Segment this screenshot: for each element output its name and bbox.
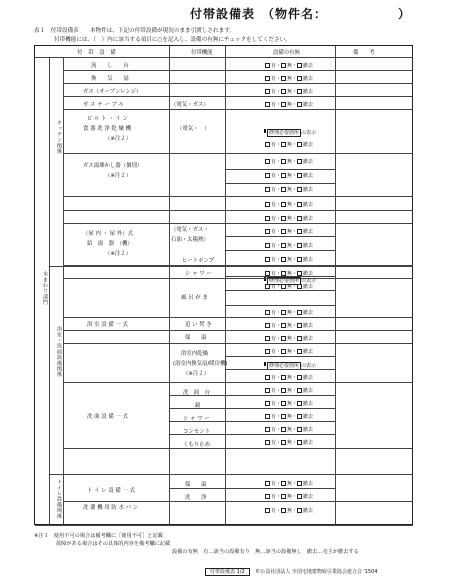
status-checkbox-remove[interactable] [297, 440, 302, 445]
status-label-remove: 撤去 [303, 508, 314, 514]
table-rule [225, 369, 335, 370]
repair-needed-suffix: の表示 [301, 130, 317, 136]
status-checkbox-remove[interactable] [297, 63, 302, 68]
status-row [265, 426, 313, 433]
status-row [265, 215, 313, 222]
table-rule [63, 278, 413, 279]
page-footer [205, 568, 378, 575]
status-label-yes: 有・ [271, 401, 282, 407]
legend: 設備の有無 有…該当の設備有り 無…該当の設備無し 撤去…売主が撤去する [172, 549, 359, 555]
repair-needed-badge [264, 129, 316, 136]
status-checkbox-remove[interactable] [297, 494, 302, 499]
section-bath: 浴室・洗面設備関係 [56, 326, 62, 378]
status-label-yes: 有・ [271, 414, 282, 420]
section-toilet: トイレ設備関係 [56, 479, 62, 519]
table-rule [225, 434, 335, 435]
func-furo: 風 呂 が ま [181, 295, 208, 301]
status-row [265, 256, 313, 263]
status-label-yes: 有・ [271, 336, 282, 342]
section-water: 水まわり部門 [42, 271, 48, 306]
status-checkbox-no[interactable] [281, 89, 286, 94]
status-checkbox-no[interactable] [281, 216, 286, 221]
marker-icon [264, 362, 266, 366]
item-oven: ガス（オーブンレンジ） [83, 89, 142, 95]
status-checkbox-yes[interactable] [265, 375, 270, 380]
status-label-no: 無・ [287, 173, 298, 179]
status-label-no: 無・ [287, 323, 298, 329]
intro-line-2: 付帯機能には、（ ）内に該当する項目に○を記入し、設備の有無にチェックをしてください。 [54, 37, 291, 43]
status-label-yes: 有・ [271, 375, 282, 381]
table-rule [49, 266, 413, 267]
status-checkbox-no[interactable] [281, 310, 286, 315]
func-stove: （電気・ガス） [171, 102, 209, 108]
func-dryer-2: (浴室内換気扇/暖房機) [173, 361, 228, 367]
status-row [265, 348, 313, 355]
status-label-no: 無・ [287, 142, 298, 148]
status-checkbox-yes[interactable] [265, 142, 270, 147]
status-checkbox-yes[interactable] [265, 187, 270, 192]
status-label-remove: 撤去 [303, 216, 314, 222]
status-label-yes: 有・ [271, 310, 282, 316]
status-checkbox-no[interactable] [281, 349, 286, 354]
item-heater-1: （屋 内 ・ 屋 外）式 [83, 231, 133, 237]
status-label-no: 無・ [287, 76, 298, 82]
status-label-remove: 撤去 [303, 187, 314, 193]
table-rule [225, 290, 335, 291]
status-checkbox-no[interactable] [281, 336, 286, 341]
status-checkbox-no[interactable] [281, 76, 286, 81]
status-label-remove: 撤去 [303, 284, 314, 290]
status-checkbox-remove[interactable] [297, 102, 302, 107]
status-checkbox-yes[interactable] [265, 89, 270, 94]
header-status: 設備の有無 [273, 50, 300, 56]
status-checkbox-yes[interactable] [265, 63, 270, 68]
status-checkbox-remove[interactable] [297, 89, 302, 94]
status-label-remove: 撤去 [303, 427, 314, 433]
item-gaswh-1: ガス湯沸かし器（個別） [83, 163, 143, 169]
status-label-remove: 撤去 [303, 173, 314, 179]
status-label-yes: 有・ [271, 173, 282, 179]
status-label-remove: 撤去 [303, 89, 314, 95]
table-rule [225, 236, 335, 237]
status-label-no: 無・ [287, 243, 298, 249]
status-label-remove: 撤去 [303, 494, 314, 500]
item-heater-3: （※注２） [105, 251, 132, 257]
table-rule [63, 57, 64, 525]
status-label-yes: 有・ [271, 284, 282, 290]
status-label-remove: 撤去 [303, 375, 314, 381]
item-bath: 浴 室 設 備 一 式 [87, 322, 128, 328]
status-row [265, 75, 313, 82]
table-rule [169, 421, 225, 422]
status-checkbox-no[interactable] [281, 159, 286, 164]
status-checkbox-remove[interactable] [297, 243, 302, 248]
status-checkbox-yes[interactable] [265, 173, 270, 178]
status-checkbox-no[interactable] [281, 229, 286, 234]
table-rule [35, 525, 413, 526]
status-label-no: 無・ [287, 159, 298, 165]
status-checkbox-no[interactable] [281, 257, 286, 262]
table-rule [225, 183, 335, 184]
func-shower: シ ャ ワ ー [185, 271, 212, 277]
status-row [265, 413, 313, 420]
property-name-label: （物件名： [262, 7, 328, 21]
func-toilet-wash: 洗 浄 [185, 495, 207, 501]
table-rule [335, 46, 336, 525]
equipment-table [34, 45, 413, 525]
table-rule [169, 395, 225, 396]
status-label-yes: 有・ [271, 142, 282, 148]
table-rule [63, 196, 413, 197]
status-checkbox-remove[interactable] [297, 187, 302, 192]
status-row [265, 201, 313, 208]
status-checkbox-remove[interactable] [297, 76, 302, 81]
status-row [265, 374, 313, 381]
func-heatpump: ヒートポンプ [182, 258, 215, 264]
status-label-no: 無・ [287, 229, 298, 235]
status-label-yes: 有・ [271, 271, 282, 277]
status-label-remove: 撤去 [303, 243, 314, 249]
table-rule [63, 382, 413, 383]
table-rule [63, 153, 413, 154]
status-row [265, 493, 313, 500]
status-checkbox-remove[interactable] [297, 323, 302, 328]
status-label-no: 無・ [287, 89, 298, 95]
status-label-no: 無・ [287, 349, 298, 355]
status-row [265, 62, 313, 69]
status-label-yes: 有・ [271, 257, 282, 263]
status-checkbox-yes[interactable] [265, 76, 270, 81]
table-rule [63, 70, 413, 71]
document-header [0, 5, 455, 21]
table-rule [169, 488, 335, 489]
table-rule [63, 109, 413, 110]
status-checkbox-yes[interactable] [265, 102, 270, 107]
status-checkbox-no[interactable] [281, 388, 286, 393]
item-stove: ガ ス テ ー ブ ル [83, 102, 124, 108]
footer-org: ©公益社団法人 全国宅地建物取引業協会連合会 [255, 569, 362, 575]
status-checkbox-no[interactable] [281, 142, 286, 147]
status-label-yes: 有・ [271, 323, 282, 329]
status-row [265, 387, 313, 394]
func-outlet: コンセント [183, 429, 210, 435]
status-checkbox-yes[interactable] [265, 494, 270, 499]
status-label-yes: 有・ [271, 202, 282, 208]
status-label-remove: 撤去 [303, 102, 314, 108]
table-rule [169, 434, 225, 435]
status-label-no: 無・ [287, 481, 298, 487]
status-checkbox-remove[interactable] [297, 401, 302, 406]
func-dryer-3: （※注２） [183, 371, 210, 377]
status-label-remove: 撤去 [303, 323, 314, 329]
status-label-no: 無・ [287, 336, 298, 342]
status-label-remove: 撤去 [303, 257, 314, 263]
status-checkbox-remove[interactable] [297, 375, 302, 380]
status-checkbox-remove[interactable] [297, 336, 302, 341]
table-rule [63, 448, 413, 449]
status-checkbox-remove[interactable] [297, 427, 302, 432]
status-checkbox-no[interactable] [281, 173, 286, 178]
status-label-yes: 有・ [271, 427, 282, 433]
status-checkbox-yes[interactable] [265, 388, 270, 393]
item-gaswh-2: （※注２） [105, 173, 132, 179]
status-checkbox-remove[interactable] [297, 142, 302, 147]
status-label-no: 無・ [287, 216, 298, 222]
status-label-no: 無・ [287, 375, 298, 381]
note-1: ※注１ 使用不可の場合は備考欄に［使用不可］と記載 [34, 533, 163, 539]
table-rule [225, 305, 335, 306]
func-toilet-hoon: 保 温 [185, 482, 207, 488]
status-label-no: 無・ [287, 187, 298, 193]
table-rule [169, 46, 170, 525]
status-label-yes: 有・ [271, 187, 282, 193]
status-row [265, 400, 313, 407]
status-label-yes: 有・ [271, 63, 282, 69]
item-pan: 洗 濯 機 用 防 水 パ ン [83, 505, 139, 511]
status-checkbox-yes[interactable] [265, 229, 270, 234]
status-label-remove: 撤去 [303, 76, 314, 82]
status-label-yes: 有・ [271, 494, 282, 500]
func-heater-1: （電気・ガス・ [171, 227, 209, 233]
status-row [265, 480, 313, 487]
status-label-yes: 有・ [271, 481, 282, 487]
repair-needed-badge [264, 362, 316, 369]
status-label-yes: 有・ [271, 508, 282, 514]
status-row [265, 101, 313, 108]
status-label-remove: 撤去 [303, 271, 314, 277]
status-checkbox-yes[interactable] [265, 257, 270, 262]
repair-needed-suffix: の表示 [301, 278, 317, 284]
header-remarks: 備 考 [353, 50, 375, 56]
status-checkbox-no[interactable] [281, 63, 286, 68]
status-checkbox-no[interactable] [281, 440, 286, 445]
status-label-remove: 撤去 [303, 63, 314, 69]
status-label-no: 無・ [287, 401, 298, 407]
status-checkbox-no[interactable] [281, 494, 286, 499]
table-rule [225, 46, 226, 525]
item-builtin-3: （※注２） [105, 136, 132, 142]
table-rule [225, 356, 335, 357]
table-rule [63, 501, 413, 502]
status-checkbox-remove[interactable] [297, 159, 302, 164]
status-label-no: 無・ [287, 508, 298, 514]
status-checkbox-remove[interactable] [297, 481, 302, 486]
table-rule [63, 210, 413, 211]
status-label-no: 無・ [287, 310, 298, 316]
func-shower2: シ ャ ワ ー [183, 416, 210, 422]
item-toilet: ト イ レ 設 備 一 式 [87, 488, 136, 494]
func-hoon: 保 温 [185, 335, 207, 341]
notes [34, 532, 359, 556]
status-label-no: 無・ [287, 63, 298, 69]
status-row [265, 141, 313, 148]
intro-line-1: 表１ 付帯設備表 本物件は、下記の付帯設備が現況のまま引渡しされます。 [34, 28, 235, 34]
status-checkbox-no[interactable] [281, 481, 286, 486]
status-label-no: 無・ [287, 414, 298, 420]
status-label-no: 無・ [287, 388, 298, 394]
status-label-yes: 有・ [271, 216, 282, 222]
item-builtin-1: ビ ル ト ・ イ ン [87, 116, 128, 122]
func-dryer-1: 浴室内乾燥 [181, 351, 208, 357]
status-label-remove: 撤去 [303, 481, 314, 487]
table-rule [63, 330, 413, 331]
property-name-close: ） [398, 7, 411, 21]
func-heater-2: 石油・太陽熱） [171, 237, 209, 243]
status-label-yes: 有・ [271, 243, 282, 249]
item-hood: 換 気 扇 [91, 76, 129, 82]
status-label-no: 無・ [287, 284, 298, 290]
status-label-no: 無・ [287, 257, 298, 263]
status-label-remove: 撤去 [303, 202, 314, 208]
status-label-remove: 撤去 [303, 401, 314, 407]
repair-needed-label: 修理必要箇所 [269, 278, 300, 284]
item-builtin-2: 食 器 洗 浄 乾 燥 機 [83, 126, 132, 132]
status-checkbox-no[interactable] [281, 102, 286, 107]
status-label-remove: 撤去 [303, 349, 314, 355]
status-label-no: 無・ [287, 102, 298, 108]
status-checkbox-remove[interactable] [297, 216, 302, 221]
status-row [265, 322, 313, 329]
func-builtin: （電気・ ） [177, 126, 210, 132]
repair-needed-suffix: の表示 [301, 363, 317, 369]
status-checkbox-no[interactable] [281, 323, 286, 328]
status-checkbox-yes[interactable] [265, 401, 270, 406]
status-label-yes: 有・ [271, 440, 282, 446]
repair-needed-label: 修理必要箇所 [269, 363, 300, 369]
status-label-remove: 撤去 [303, 310, 314, 316]
status-label-yes: 有・ [271, 89, 282, 95]
status-checkbox-no[interactable] [281, 508, 286, 513]
status-checkbox-no[interactable] [281, 243, 286, 248]
item-wash: 洗 面 設 備 一 式 [87, 414, 128, 420]
table-rule [225, 421, 335, 422]
status-label-remove: 撤去 [303, 414, 314, 420]
table-rule [225, 408, 335, 409]
status-label-remove: 撤去 [303, 440, 314, 446]
table-rule [63, 317, 413, 318]
status-row [265, 186, 313, 193]
status-checkbox-remove[interactable] [297, 349, 302, 354]
status-checkbox-yes[interactable] [265, 243, 270, 248]
table-rule [63, 343, 413, 344]
status-checkbox-remove[interactable] [297, 257, 302, 262]
table-rule [225, 169, 335, 170]
status-label-yes: 有・ [271, 388, 282, 394]
status-label-yes: 有・ [271, 76, 282, 82]
func-washbasin: 洗 面 台 [183, 390, 210, 396]
status-row [265, 228, 313, 235]
header-func: 付帯機能 [191, 50, 213, 56]
status-checkbox-remove[interactable] [297, 229, 302, 234]
status-checkbox-remove[interactable] [297, 310, 302, 315]
status-row [265, 309, 313, 316]
status-label-yes: 有・ [271, 229, 282, 235]
status-label-no: 無・ [287, 427, 298, 433]
status-checkbox-yes[interactable] [265, 202, 270, 207]
status-checkbox-yes[interactable] [265, 216, 270, 221]
document-title: 付帯設備表 [190, 7, 256, 21]
status-checkbox-no[interactable] [281, 375, 286, 380]
table-rule [35, 57, 413, 58]
status-checkbox-yes[interactable] [265, 159, 270, 164]
status-label-no: 無・ [287, 440, 298, 446]
note-2: 故障がある場合はその具体的内容を備考欄に記載 [56, 541, 171, 547]
intro-text [34, 27, 291, 45]
status-checkbox-yes[interactable] [265, 310, 270, 315]
status-checkbox-yes[interactable] [265, 323, 270, 328]
status-label-remove: 撤去 [303, 159, 314, 165]
status-checkbox-yes[interactable] [265, 427, 270, 432]
table-rule [49, 474, 413, 475]
status-label-no: 無・ [287, 202, 298, 208]
func-oidaki: 追 い 焚 き [185, 322, 212, 328]
status-row [265, 439, 313, 446]
status-label-remove: 撤去 [303, 388, 314, 394]
footer-code: '1504 [363, 569, 378, 575]
section-kitchen: キッチン関係 [56, 120, 62, 155]
status-checkbox-yes[interactable] [265, 336, 270, 341]
status-row [265, 507, 313, 514]
status-checkbox-yes[interactable] [265, 481, 270, 486]
status-checkbox-remove[interactable] [297, 508, 302, 513]
status-checkbox-yes[interactable] [265, 414, 270, 419]
table-rule [225, 276, 335, 277]
table-rule [225, 395, 335, 396]
status-label-no: 無・ [287, 494, 298, 500]
status-label-remove: 撤去 [303, 336, 314, 342]
status-label-yes: 有・ [271, 349, 282, 355]
status-checkbox-remove[interactable] [297, 414, 302, 419]
table-rule [169, 408, 225, 409]
status-row [265, 158, 313, 165]
status-checkbox-yes[interactable] [265, 440, 270, 445]
status-checkbox-yes[interactable] [265, 508, 270, 513]
status-checkbox-remove[interactable] [297, 202, 302, 207]
status-row [265, 172, 313, 179]
status-row [265, 242, 313, 249]
status-checkbox-no[interactable] [281, 414, 286, 419]
status-label-yes: 有・ [271, 159, 282, 165]
marker-icon [264, 129, 266, 133]
item-sink: 流 し 台 [91, 63, 129, 69]
table-rule [49, 57, 50, 525]
status-label-remove: 撤去 [303, 229, 314, 235]
table-rule [63, 96, 413, 97]
table-rule [63, 83, 413, 84]
func-mirror: 鏡 [195, 403, 201, 409]
func-fog: くもり止め [183, 442, 210, 448]
repair-needed-label: 修理必要箇所 [269, 130, 300, 136]
status-label-remove: 撤去 [303, 142, 314, 148]
header-item: 付 帯 設 備 [77, 50, 118, 56]
status-checkbox-no[interactable] [281, 202, 286, 207]
table-rule [63, 223, 413, 224]
table-rule [225, 250, 335, 251]
status-checkbox-no[interactable] [281, 401, 286, 406]
status-row [265, 335, 313, 342]
status-row [265, 88, 313, 95]
status-checkbox-no[interactable] [281, 427, 286, 432]
status-checkbox-no[interactable] [281, 187, 286, 192]
status-label-no: 無・ [287, 271, 298, 277]
page-number: 付帯設備表 1/2 [205, 568, 250, 576]
status-checkbox-remove[interactable] [297, 173, 302, 178]
status-checkbox-remove[interactable] [297, 388, 302, 393]
status-label-yes: 有・ [271, 102, 282, 108]
item-heater-2: 給 湯 器 （機） [87, 241, 133, 247]
status-checkbox-yes[interactable] [265, 349, 270, 354]
